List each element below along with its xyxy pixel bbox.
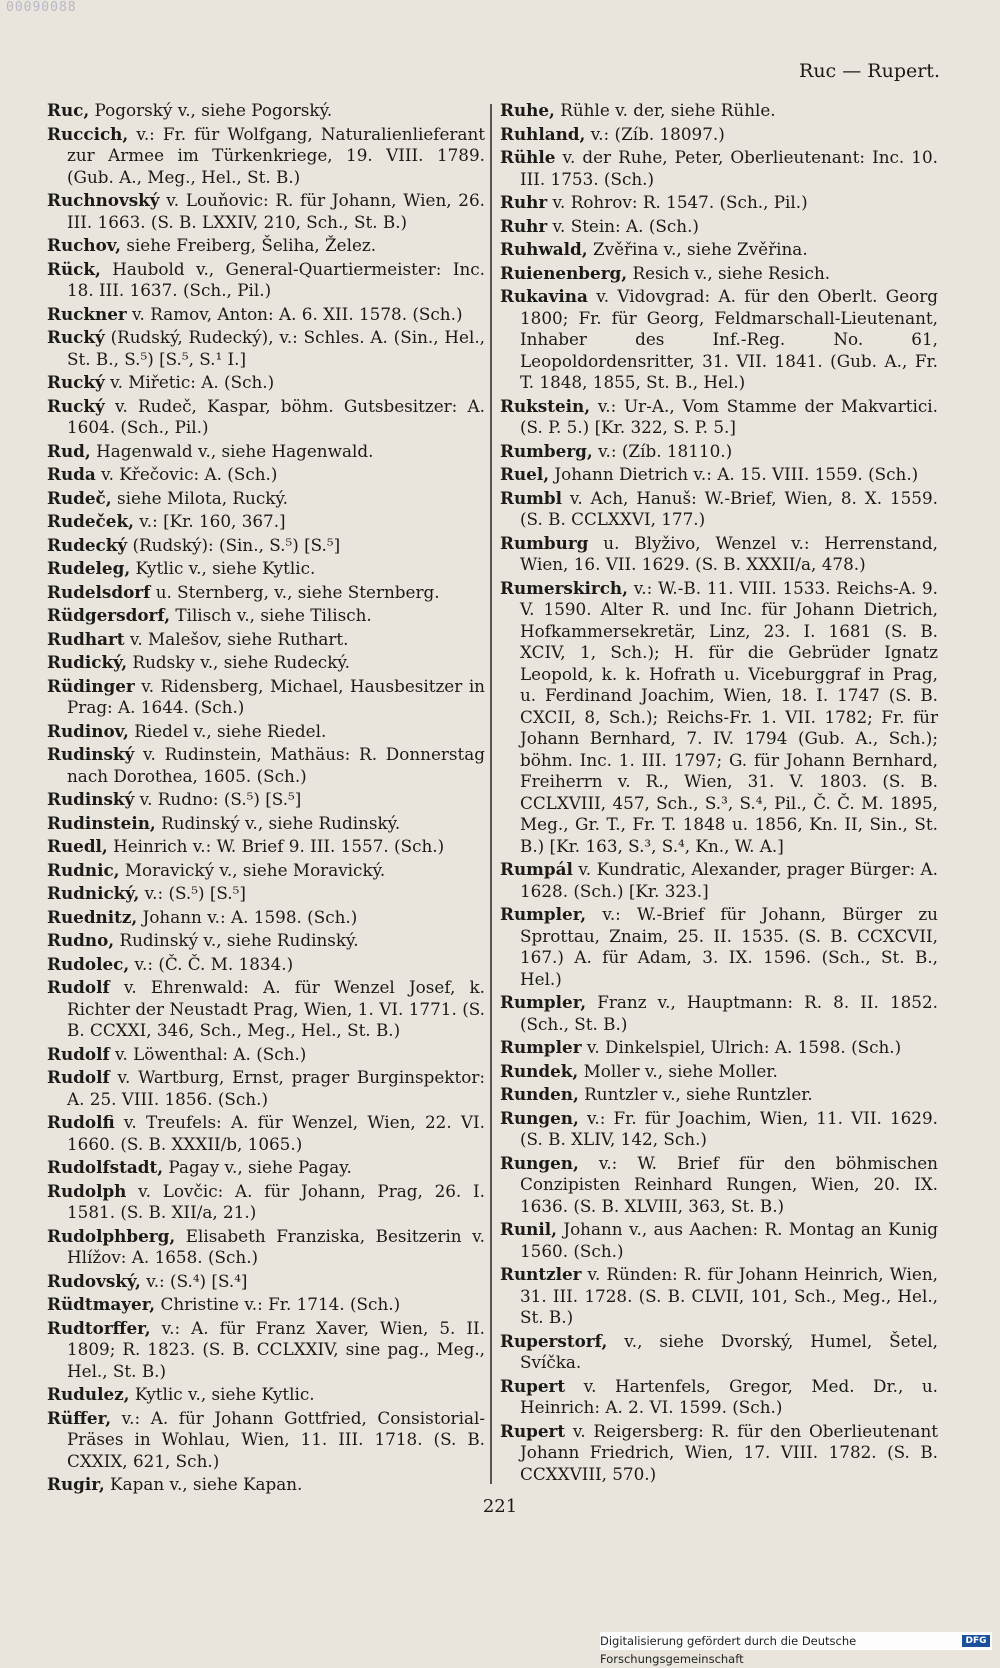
entry-text: Pagay v., siehe Pagay. (163, 1157, 352, 1177)
entry-text: Pogorský v., siehe Pogorský. (89, 100, 333, 120)
entry (47, 1318, 485, 1383)
entry-text: v. Kundratic, Alexander, prager Bürger: A. 1628. (Sch.) [Kr. 323.] (520, 859, 938, 901)
entry-headword: Rudinský (47, 744, 135, 764)
entry-headword: Rumbl (500, 487, 563, 508)
entry-headword: Ruienenberg, (500, 262, 628, 283)
entry-text: v. Louňovic: R. für Johann, Wien, 26. III. 1663. (S. B. LXXIV, 210, Sch., St. B.) (67, 190, 485, 232)
entry (500, 216, 938, 238)
entry-text: Johann v.: A. 1598. (Sch.) (137, 906, 358, 927)
entry-headword: Rudeček, (47, 511, 134, 531)
entry-headword: Ruhland, (500, 123, 586, 144)
left-column (47, 100, 485, 1498)
entry-text: Rudsky v., siehe Rudecký. (127, 652, 350, 672)
entry-headword: Ruhr (500, 192, 548, 212)
entry-headword: Rudnic, (47, 859, 120, 880)
entry-text: v.: (S.⁵) [S.⁵] (139, 883, 246, 903)
entry-text: v. Ach, Hanuš: W.-Brief, Wien, 8. X. 1559. (S. B. CCLXXVI, 177.) (520, 487, 938, 529)
entry-text: u. Blyživo, Wenzel v.: Herrenstand, Wien, 16. VII. 1629. (S. B. XXXII/a, 478.) (520, 532, 938, 574)
entry (47, 259, 485, 302)
entry (47, 488, 485, 510)
entry (500, 904, 938, 990)
entry (500, 1376, 938, 1419)
entry-text: v. Ehrenwald: A. für Wenzel Josef, k. Richter der Neustadt Prag, Wien, 1. VI. 1771. (S. B. CCXXI, 346, Sch., Meg., Hel., St. B.) (67, 977, 485, 1040)
entry-headword: Ruedl, (47, 836, 108, 856)
entry-text: Rudinský v., siehe Rudinský. (114, 930, 359, 950)
entry (500, 1331, 938, 1374)
entry-headword: Rugir, (47, 1474, 105, 1494)
entry-text: v. Treufels: A. für Wenzel, Wien, 22. VI. 1660. (S. B. XXXII/b, 1065.) (67, 1112, 485, 1154)
entry (47, 977, 485, 1042)
entry-text: v.: (Zíb. 18110.) (592, 440, 733, 461)
entry-headword: Ruc, (47, 100, 90, 120)
entry-headword: Rumpál (500, 859, 573, 879)
entry-text: Runtzler v., siehe Runtzler. (578, 1084, 813, 1104)
entry-text: v. Rohrov: R. 1547. (Sch., Pil.) (547, 192, 808, 212)
entry-text: v.: W. Brief für den böhmischen Conzipisten Reinhard Rungen, Wien, 20. IX. 1636. (S. B. XLVIII, 363, St. B.) (520, 1152, 938, 1216)
entry (47, 535, 485, 557)
entry (47, 860, 485, 882)
entry (47, 1408, 485, 1473)
entry-text: v. Vidovgrad: A. für den Oberlt. Georg 1800; Fr. für Georg, Feldmarschall-Lieutenant, Inhaber des Inf.-Reg. No. 61, Leopoldordensritter, 31. VII. 1841. (Gub. A., Fr. T. 1848, 1855, St. B., Hel.) (520, 286, 938, 392)
entry-headword: Rüdtmayer, (47, 1294, 156, 1314)
entry-text: Elisabeth Franziska, Besitzerin v. Hlížov: A. 1658. (Sch.) (67, 1225, 485, 1267)
entry (500, 286, 938, 394)
entry (500, 1108, 938, 1151)
entry-headword: Rudtorffer, (47, 1317, 151, 1338)
entry-headword: Rumburg (500, 532, 589, 553)
entry-headword: Ruhwald, (500, 239, 588, 259)
entry-headword: Rucký (47, 372, 105, 392)
entry-headword: Ruhr (500, 215, 548, 236)
entry (47, 124, 485, 189)
entry-text: Kytlic v., siehe Kytlic. (130, 558, 316, 578)
entry (500, 992, 938, 1035)
entry-text: v. Löwenthal: A. (Sch.) (109, 1043, 307, 1064)
entry-text: v.: [Kr. 160, 367.] (133, 511, 286, 531)
entry (47, 464, 485, 486)
entry-headword: Rüffer, (47, 1407, 112, 1428)
entry-headword: Ruchov, (47, 235, 121, 255)
entry (500, 124, 938, 146)
entry-text: Kapan v., siehe Kapan. (104, 1474, 303, 1494)
entry-headword: Ruednitz, (47, 906, 138, 927)
entry-text: Heinrich v.: W. Brief 9. III. 1557. (Sch.) (107, 836, 445, 856)
entry-text: v. Malešov, siehe Ruthart. (124, 628, 349, 649)
entry-text: v.: Fr. für Joachim, Wien, 11. VII. 1629. (S. B. XLIV, 142, Sch.) (520, 1107, 938, 1149)
entry-text: v., siehe Dvorský, Humel, Šetel, Svíčka. (520, 1330, 938, 1372)
entry-text: v. Hartenfels, Gregor, Med. Dr., u. Heinrich: A. 2. VI. 1599. (Sch.) (520, 1375, 938, 1417)
entry-text: Zvěřina v., siehe Zvěřina. (587, 239, 808, 259)
entry-text: v. Ridensberg, Michael, Hausbesitzer in Prag: A. 1644. (Sch.) (67, 675, 485, 717)
entry-headword: Rüdinger (47, 675, 135, 696)
entry-text: Franz v., Hauptmann: R. 8. II. 1852. (Sch., St. B.) (520, 992, 938, 1034)
entry (47, 1226, 485, 1269)
page-number: 221 (482, 1496, 518, 1517)
entry (500, 464, 938, 486)
entry-headword: Ruccich, (47, 123, 129, 144)
entry-headword: Rudický, (47, 652, 128, 672)
entry-text: v. Reigersberg: R. für den Oberlieutenant Johann Friedrich, Wien, 17. VIII. 1782. (S. B. CCXXVIII, 570.) (520, 1420, 938, 1484)
entry-headword: Rukstein, (500, 395, 591, 416)
entry-text: v. Wartburg, Ernst, prager Burginspektor: A. 25. VIII. 1856. (Sch.) (67, 1067, 485, 1109)
entry (47, 813, 485, 835)
entry (500, 396, 938, 439)
entry-text: Johann Dietrich v.: A. 15. VIII. 1559. (Sch.) (549, 464, 919, 484)
entry (47, 190, 485, 233)
entry-text: v. Miřetic: A. (Sch.) (104, 372, 275, 392)
entry (47, 1294, 485, 1316)
entry-headword: Rüdgersdorf, (47, 605, 171, 625)
entry-headword: Rudolfstadt, (47, 1157, 164, 1177)
entry-headword: Rudecký (47, 534, 128, 555)
entry (500, 441, 938, 463)
entry-text: Johann v., aus Aachen: R. Montag an Kunig 1560. (Sch.) (520, 1219, 938, 1261)
entry-headword: Ruda (47, 464, 96, 484)
entry-text: Moravický v., siehe Moravický. (119, 859, 386, 880)
entry-text: v. der Ruhe, Peter, Oberlieutenant: Inc. 10. III. 1753. (Sch.) (520, 147, 938, 189)
entry-text: v. Rudinstein, Mathäus: R. Donnerstag nach Dorothea, 1605. (Sch.) (67, 744, 485, 786)
entry-headword: Rumpler (500, 1037, 582, 1057)
entry (47, 1181, 485, 1224)
entry-headword: Rudeleg, (47, 558, 131, 578)
entry-text: v. Ründen: R. für Johann Heinrich, Wien, 31. III. 1728. (S. B. CLVII, 101, Sch., Meg., Hel., St. B.) (520, 1264, 938, 1327)
right-column (500, 100, 938, 1487)
entry-headword: Rukavina (500, 286, 588, 306)
entry-headword: Rudolec, (47, 953, 130, 974)
entry (500, 859, 938, 902)
entry-headword: Ruperstorf, (500, 1330, 608, 1351)
entry-headword: Rühle (500, 147, 556, 167)
entry-headword: Rumberg, (500, 440, 593, 461)
entry-text: v.: Ur-A., Vom Stamme der Makvartici. (S. P. 5.) [Kr. 322, S. P. 5.] (520, 395, 938, 437)
entry-headword: Rudnický, (47, 883, 140, 903)
entry-text: v. Ramov, Anton: A. 6. XII. 1578. (Sch.) (126, 303, 463, 324)
entry-text: siehe Freiberg, Šeliha, Želez. (120, 235, 377, 255)
entry-text: (Rudský): (Sin., S.⁵) [S.⁵] (127, 534, 341, 555)
entry (47, 327, 485, 370)
entry (47, 235, 485, 257)
entry (47, 100, 485, 122)
entry-headword: Rudolf (47, 1043, 110, 1064)
entry (47, 629, 485, 651)
entry (47, 605, 485, 627)
entry (47, 304, 485, 326)
entry (47, 836, 485, 858)
entry-headword: Rudolf (47, 977, 110, 997)
entry (47, 558, 485, 580)
entry (47, 930, 485, 952)
entry (500, 147, 938, 190)
entry-headword: Rudinov, (47, 720, 129, 741)
entry-text: Riedel v., siehe Riedel. (128, 720, 327, 741)
entry (500, 578, 938, 858)
entry-headword: Rück, (47, 258, 101, 279)
footer-credit: Digitalisierung gefördert durch die Deutsche Forschungsgemeinschaft (600, 1634, 857, 1666)
entry (500, 1061, 938, 1083)
entry-headword: Rucký (47, 395, 105, 416)
entry (47, 789, 485, 811)
entry-headword: Runil, (500, 1219, 557, 1239)
entry (47, 1474, 485, 1496)
entry-headword: Rud, (47, 440, 91, 461)
entry-headword: Rumpler, (500, 992, 587, 1012)
entry-headword: Runden, (500, 1084, 579, 1104)
entry-headword: Ruel, (500, 464, 550, 484)
dfg-logo: DFG (962, 1635, 990, 1647)
entry-text: v. Dinkelspiel, Ulrich: A. 1598. (Sch.) (581, 1037, 902, 1057)
entry-headword: Rumpler, (500, 904, 587, 924)
entry (47, 582, 485, 604)
entry (500, 1037, 938, 1059)
entry-headword: Rungen, (500, 1152, 579, 1173)
entry (47, 954, 485, 976)
entry (500, 239, 938, 261)
entry (500, 533, 938, 576)
entry-headword: Runtzler (500, 1264, 582, 1284)
entry-text: Hagenwald v., siehe Hagenwald. (90, 440, 374, 461)
entry-headword: Rumerskirch, (500, 577, 628, 598)
entry-text: Rudinský v., siehe Rudinský. (155, 812, 401, 833)
entry (47, 511, 485, 533)
entry (47, 721, 485, 743)
entry (47, 1044, 485, 1066)
entry-text: Tilisch v., siehe Tilisch. (170, 605, 372, 625)
entry-headword: Rudinský (47, 789, 135, 809)
entry (500, 192, 938, 214)
running-head: Ruc — Rupert. (799, 60, 940, 82)
entry-text: Kytlic v., siehe Kytlic. (129, 1384, 315, 1404)
entry (500, 1153, 938, 1218)
entry-text: v.: (Č. Č. M. 1834.) (129, 953, 294, 974)
entry (47, 652, 485, 674)
entry (500, 1219, 938, 1262)
entry-headword: Rudovský, (47, 1270, 141, 1291)
entry (47, 372, 485, 394)
entry (500, 263, 938, 285)
entry-headword: Rucký (47, 327, 105, 347)
entry (47, 1271, 485, 1293)
entry-text: v. Rudno: (S.⁵) [S.⁵] (134, 789, 302, 809)
entry-text: Christine v.: Fr. 1714. (Sch.) (155, 1294, 401, 1314)
entry-headword: Rudolfi (47, 1112, 115, 1132)
entry-text: v. Lovčic: A. für Johann, Prag, 26. I. 1581. (S. B. XII/a, 21.) (67, 1180, 485, 1222)
entry-headword: Ruchnovský (47, 190, 160, 210)
entry-headword: Ruckner (47, 303, 127, 324)
entry-headword: Rudulez, (47, 1384, 130, 1404)
entry (500, 1084, 938, 1106)
entry (500, 100, 938, 122)
entry-text: siehe Milota, Rucký. (111, 487, 288, 508)
entry-headword: Rungen, (500, 1107, 579, 1128)
entry (47, 676, 485, 719)
entry-text: u. Sternberg, v., siehe Sternberg. (150, 581, 440, 602)
entry-text: v.: (Zíb. 18097.) (585, 123, 725, 144)
entry (47, 744, 485, 787)
entry (47, 907, 485, 929)
entry-headword: Rudeč, (47, 487, 112, 508)
entry-text: Rühle v. der, siehe Rühle. (554, 100, 776, 120)
entry-headword: Rudelsdorf (47, 581, 151, 602)
scan-id-mark: 00090088 (6, 0, 77, 15)
entry (500, 1264, 938, 1329)
entry (500, 1421, 938, 1486)
entry (47, 1384, 485, 1406)
entry (500, 488, 938, 531)
entry-headword: Rudolf (47, 1067, 110, 1087)
entry-text: v.: W.-Brief für Johann, Bürger zu Sprottau, Znaim, 25. II. 1535. (S. B. CCXCVII, 167.) A. für Adam, 3. IX. 1596. (Sch., St. B., Hel.) (520, 904, 938, 989)
entry-text: (Rudský, Rudecký), v.: Schles. A. (Sin., Hel., St. B., S.⁵) [S.⁵, S.¹ I.] (67, 327, 485, 369)
entry-headword: Rupert (500, 1420, 566, 1441)
entry-text: Resich v., siehe Resich. (627, 262, 831, 283)
footer-bar (600, 1632, 992, 1666)
entry-headword: Rudno, (47, 930, 115, 950)
entry (47, 1067, 485, 1110)
entry-text: v.: A. für Franz Xaver, Wien, 5. II. 1809; R. 1823. (S. B. CCLXXIV, sine pag., Meg., Hel., St. B.) (67, 1317, 485, 1381)
entry-headword: Rudhart (47, 628, 125, 649)
entry-headword: Rudolphberg, (47, 1225, 176, 1246)
entry-headword: Rupert (500, 1375, 566, 1396)
entry (47, 883, 485, 905)
entry-headword: Ruhe, (500, 100, 555, 120)
entry (47, 396, 485, 439)
entry-text: v.: W.-B. 11. VIII. 1533. Reichs-A. 9. V. 1590. Alter R. und Inc. für Johann Dietrich, Hofkammersekretär, Linz, 23. I. 1681 (S. B. XCIV, 1, Sch.); H. für die Gebrüder Ignatz Leopold, k. k. Hofrath u. Viceburggraf in Prag, u. Ferdinand Joachim, Wien, 18. I. 1747 (S. B. CXCII, 8, Sch.); Reichs-Fr. 1. VII. 1782; Fr. für Johann Bernhard, 7. IV. 1794 (Gub. A., Sch.); böhm. Inc. 1. III. 1797; G. für Johann Bernhard, Freiherrn v. R., Wien, 31. V. 1803. (S. B. CCLXVIII, 457, Sch., S.³, S.⁴, Pil., Č. Č. M. 1895, Meg., Gr. T., Fr. T. 1848 u. 1856, Kn. II, Sin., St. B.) [Kr. 163, S.³, S.⁴, Kn., W. A.] (520, 577, 938, 856)
entry-text: v. Rudeč, Kaspar, böhm. Gutsbesitzer: A. 1604. (Sch., Pil.) (67, 395, 485, 437)
entry-headword: Rudolph (47, 1180, 127, 1201)
entry-text: Moller v., siehe Moller. (578, 1060, 778, 1081)
entry-headword: Rundek, (500, 1060, 579, 1081)
entry-text: v.: A. für Johann Gottfried, Consistorial-Präses in Wohlau, Wien, 11. III. 1718. (S. B. CXXIX, 621, Sch.) (67, 1407, 485, 1471)
entry-headword: Rudinstein, (47, 812, 156, 833)
entry (47, 441, 485, 463)
entry (47, 1157, 485, 1179)
entry-text: v.: Fr. für Wolfgang, Naturalienlieferant zur Armee im Türkenkriege, 19. VIII. 1789. (Gub. A., Meg., Hel., St. B.) (67, 123, 485, 187)
entry-text: v. Křečovic: A. (Sch.) (95, 464, 278, 484)
entry-text: v. Stein: A. (Sch.) (547, 215, 699, 236)
entry-text: v.: (S.⁴) [S.⁴] (140, 1270, 248, 1291)
column-divider (490, 104, 492, 1484)
entry (47, 1112, 485, 1155)
entry-text: Haubold v., General-Quartiermeister: Inc. 18. III. 1637. (Sch., Pil.) (67, 258, 485, 300)
